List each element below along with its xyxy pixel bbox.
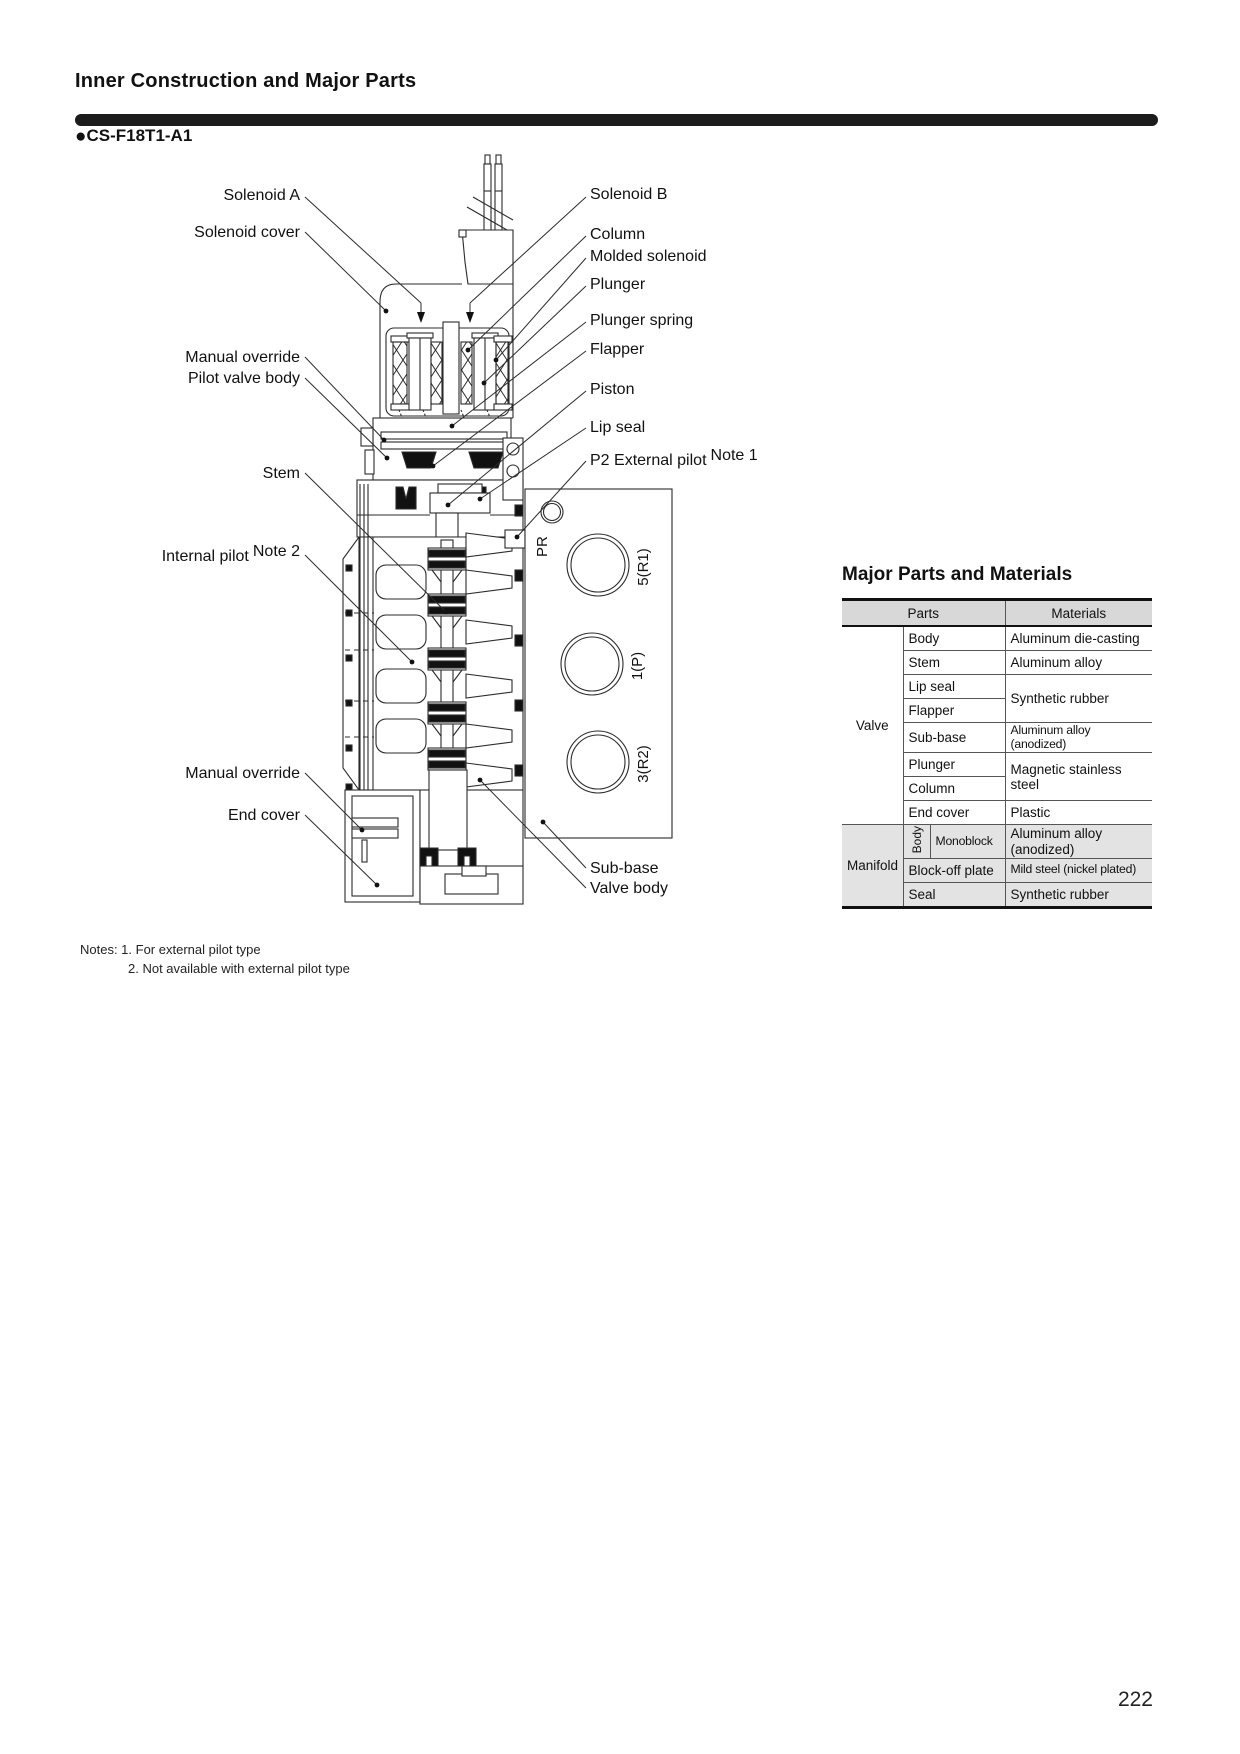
group-valve: Valve xyxy=(842,626,903,825)
label-port-pr: PR xyxy=(534,536,551,557)
bottom-body xyxy=(420,770,523,904)
label-end-cover: End cover xyxy=(227,807,300,824)
label-lip-seal: Lip seal xyxy=(590,419,646,436)
group-manifold: Manifold xyxy=(842,825,903,907)
part-cell: Plunger xyxy=(903,753,1005,777)
material-cell: Magnetic stainless steel xyxy=(1005,753,1152,801)
label-manual-override-bottom: Manual override xyxy=(185,765,300,782)
part-cell: Sub-base xyxy=(903,723,1005,753)
end-cover-part xyxy=(345,790,420,902)
label-solenoid-a: Solenoid A xyxy=(223,187,300,204)
table-title: Major Parts and Materials xyxy=(842,564,1073,585)
label-port-1p: 1(P) xyxy=(629,651,646,681)
part-cell: Body xyxy=(903,626,1005,651)
page-title: Inner Construction and Major Parts xyxy=(75,70,417,92)
label-solenoid-b: Solenoid B xyxy=(590,186,668,203)
leader-solenoid-cover xyxy=(305,232,388,313)
part-cell: Lip seal xyxy=(903,675,1005,699)
page-number: 222 xyxy=(1117,1688,1153,1711)
label-solenoid-cover: Solenoid cover xyxy=(194,224,300,241)
label-port-3r2: 3(R2) xyxy=(635,745,652,783)
solenoid-assembly xyxy=(386,322,512,430)
label-p2-external-pilot: P2 External pilot Note 1 xyxy=(590,447,758,469)
label-plunger-spring: Plunger spring xyxy=(590,312,694,329)
label-molded-solenoid: Molded solenoid xyxy=(590,248,707,265)
material-cell: Synthetic rubber xyxy=(1005,882,1152,907)
material-cell: Aluminum alloy (anodized) xyxy=(1005,723,1152,753)
header-materials: Materials xyxy=(1005,600,1152,627)
label-piston: Piston xyxy=(590,381,635,398)
material-cell: Plastic xyxy=(1005,801,1152,825)
manifold-body-cell: Body xyxy=(903,825,930,858)
footnote-2: 2. Not available with external pilot type xyxy=(128,960,350,976)
connector-block xyxy=(459,230,513,284)
label-port-5r1: 5(R1) xyxy=(635,548,652,586)
table-header-row xyxy=(842,600,1152,627)
label-flapper: Flapper xyxy=(590,341,645,358)
label-column: Column xyxy=(590,226,646,243)
table-row xyxy=(842,825,1152,858)
label-plunger: Plunger xyxy=(590,276,646,293)
model-number: CS-F18T1-A1 xyxy=(86,126,193,145)
bullet-icon: ● xyxy=(75,126,87,147)
material-cell: Synthetic rubber xyxy=(1005,675,1152,723)
part-cell: End cover xyxy=(903,801,1005,825)
material-cell: Aluminum die-casting xyxy=(1005,626,1152,651)
label-stem: Stem xyxy=(262,465,300,482)
drawing xyxy=(343,155,672,904)
label-valve-body: Valve body xyxy=(590,880,668,897)
part-cell: Block-off plate xyxy=(903,858,1005,882)
material-cell: Aluminum alloy (anodized) xyxy=(1005,825,1152,858)
lead-wires xyxy=(467,155,513,232)
table-row xyxy=(842,626,1152,651)
leader-manual-override-top xyxy=(305,357,386,442)
footnotes xyxy=(80,941,350,979)
part-cell: Stem xyxy=(903,651,1005,675)
label-sub-base: Sub-base xyxy=(590,860,659,877)
label-manual-override-top: Manual override xyxy=(185,349,300,366)
sub-base-face xyxy=(505,489,672,838)
footnote-1: Notes: 1. For external pilot type xyxy=(80,942,261,957)
label-pilot-valve-body: Pilot valve body xyxy=(187,370,300,387)
material-cell: Mild steel (nickel plated) xyxy=(1005,858,1152,882)
leader-solenoid-a xyxy=(305,197,425,323)
part-cell: Column xyxy=(903,777,1005,801)
material-cell: Aluminum alloy xyxy=(1005,651,1152,675)
part-cell: Monoblock xyxy=(930,825,1005,858)
part-cell: Seal xyxy=(903,882,1005,907)
label-internal-pilot: Internal pilot Note 2 xyxy=(161,543,300,565)
parts-materials-table xyxy=(842,598,1152,909)
part-cell: Flapper xyxy=(903,699,1005,723)
pilot-valve-body-part xyxy=(361,418,511,480)
header-parts: Parts xyxy=(842,600,1005,627)
